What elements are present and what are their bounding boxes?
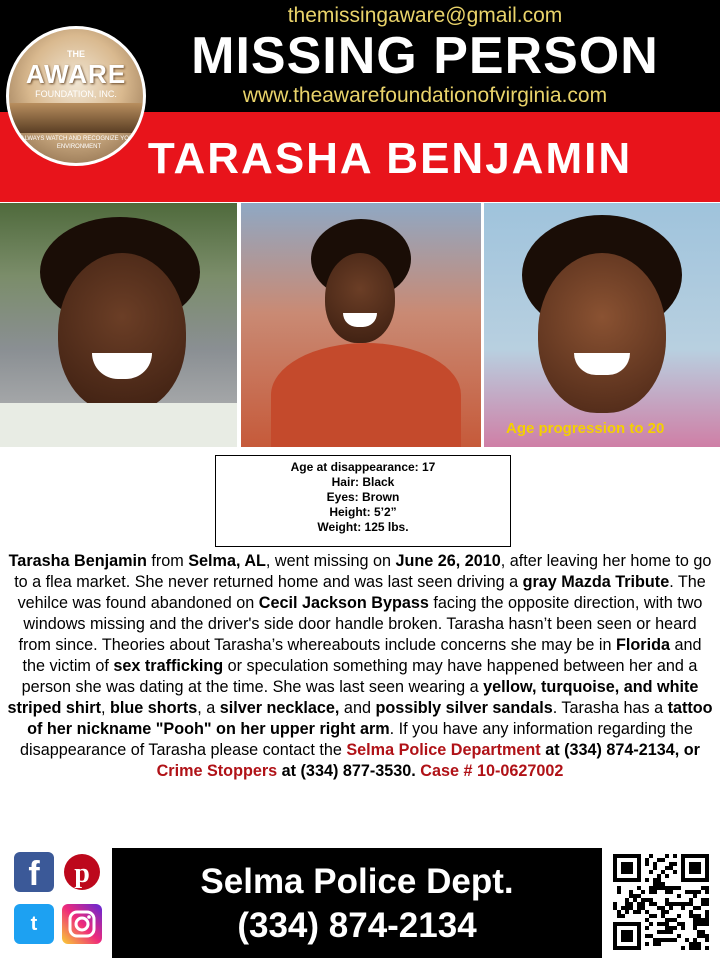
story-text: from bbox=[146, 552, 189, 570]
photo-2-top bbox=[271, 343, 461, 447]
photo-age-progression bbox=[484, 203, 720, 447]
photo-2-face bbox=[325, 253, 395, 343]
story-road: Cecil Jackson Bypass bbox=[258, 594, 429, 612]
stat-age: Age at disappearance: 17 bbox=[290, 460, 436, 474]
stat-height: Height: 5’2” bbox=[329, 505, 397, 519]
photo-1-shirt bbox=[0, 403, 237, 447]
logo-tagline: ALWAYS WATCH AND RECOGNIZE YOUR ENVIRONMENT bbox=[20, 136, 138, 150]
story-text: , after leaving her home to go to a flea market. She never returned home and was last seen driving a bbox=[14, 552, 712, 591]
police-dept-name: Selma Police Dept. bbox=[200, 862, 514, 901]
story-sandals: possibly silver sandals bbox=[375, 699, 553, 717]
stat-eyes: Eyes: Brown bbox=[326, 490, 400, 504]
stat-weight: Weight: 125 lbs. bbox=[317, 520, 409, 534]
crime-stoppers-link[interactable]: Crime Stoppers bbox=[156, 762, 278, 780]
story-phone: at (334) 874-2134, or bbox=[540, 741, 700, 759]
headline: MISSING PERSON bbox=[191, 27, 659, 85]
missing-person-name: TARASHA BENJAMIN bbox=[147, 134, 633, 183]
photo-2 bbox=[241, 203, 481, 447]
logo-scene bbox=[9, 103, 143, 133]
selma-police-link[interactable]: Selma Police Department bbox=[346, 741, 541, 759]
story-necklace: silver necklace, bbox=[219, 699, 340, 717]
website-link[interactable]: www.theawarefoundationofvirginia.com bbox=[242, 84, 608, 107]
story-text: . The vehilce was found abandoned on bbox=[17, 573, 706, 612]
twitter-icon[interactable]: t bbox=[14, 904, 54, 944]
story-text: or speculation something may have happened between her and a person she was dating at the time. She was last seen wearing a bbox=[21, 657, 698, 696]
aware-foundation-logo bbox=[6, 26, 146, 166]
story-text: facing the opposite direction, with two windows missing and the driver's side door handle broken. Tarasha hasn’t been seen or heard from since. Theories about Tarasha’s whereabouts include concerns she may be in bbox=[18, 594, 703, 654]
story-phone-2: at (334) 877-3530. bbox=[277, 762, 421, 780]
qr-code-pattern bbox=[612, 853, 710, 951]
photo-1-face bbox=[58, 253, 186, 413]
contact-email[interactable]: themissingaware@gmail.com bbox=[287, 4, 563, 27]
instagram-icon[interactable] bbox=[62, 904, 102, 944]
story-text: , bbox=[100, 699, 110, 717]
story-location: Selma, AL bbox=[188, 552, 266, 570]
stat-hair: Hair: Black bbox=[331, 475, 395, 489]
story-name: Tarasha Benjamin bbox=[8, 552, 147, 570]
pinterest-icon[interactable] bbox=[62, 852, 102, 892]
police-phone[interactable]: (334) 874-2134 bbox=[237, 906, 477, 945]
photo-3-face bbox=[538, 253, 666, 413]
photo-1 bbox=[0, 203, 237, 447]
story-text: . If you have any information regarding the disappearance of Tarasha please contact the bbox=[20, 720, 693, 759]
story-shorts: blue shorts bbox=[109, 699, 198, 717]
instagram-glyph bbox=[62, 904, 102, 944]
story-text: and bbox=[339, 699, 376, 717]
story-text: and the victim of bbox=[22, 636, 702, 675]
story-text: . Tarasha has a bbox=[552, 699, 668, 717]
story-shirt: yellow, turquoise, and white striped shirt bbox=[7, 678, 699, 717]
story-tattoo: tattoo of her nickname "Pooh" on her upper right arm bbox=[27, 699, 713, 738]
logo-aware: AWARE bbox=[25, 59, 127, 89]
story-text: , went missing on bbox=[265, 552, 396, 570]
facebook-icon[interactable]: f bbox=[14, 852, 54, 892]
qr-code[interactable] bbox=[612, 853, 710, 951]
age-progression-caption: Age progression to 20 bbox=[506, 420, 665, 437]
story-text: , a bbox=[197, 699, 220, 717]
story-vehicle: gray Mazda Tribute bbox=[522, 573, 670, 591]
story-trafficking: sex trafficking bbox=[113, 657, 224, 675]
logo-foundation: FOUNDATION, INC. bbox=[35, 89, 117, 99]
svg-text:p: p bbox=[74, 858, 90, 889]
story-florida: Florida bbox=[616, 636, 670, 654]
description-paragraph bbox=[6, 551, 714, 782]
pinterest-glyph bbox=[62, 852, 102, 892]
stats-box bbox=[215, 455, 511, 547]
story-date: June 26, 2010 bbox=[395, 552, 501, 570]
case-number: Case # 10-0627002 bbox=[420, 762, 564, 780]
logo-the: THE bbox=[67, 49, 85, 59]
